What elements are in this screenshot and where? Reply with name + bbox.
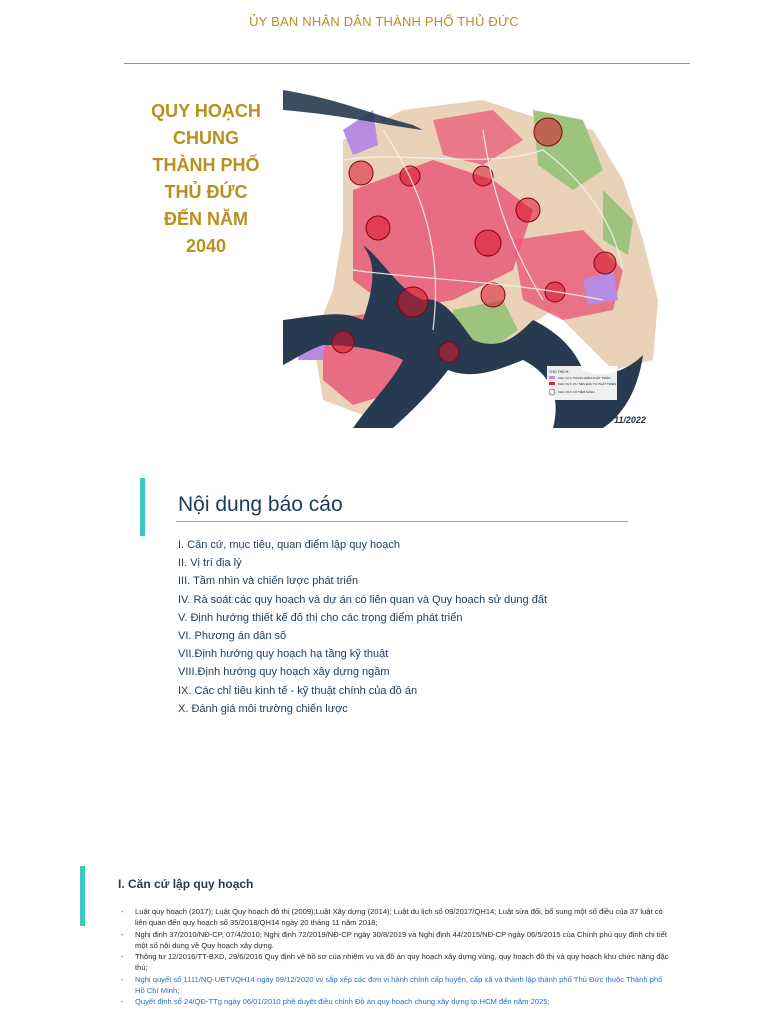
legal-ref-item: - Thông tư 12/2016/TT-BXD, 29/6/2016 Quy định về hồ sơ của nhiệm vụ và đồ án quy hoạch xây dựng vùng, quy hoạch đô thị và quy hoạch khu chức năng đặc thù; <box>121 951 673 973</box>
cover-title: QUY HOẠCH CHUNG THÀNH PHỐ THỦ ĐỨC ĐẾN NĂM 2040 <box>151 101 261 256</box>
legal-ref-link[interactable]: - Quyết định số 24/QĐ-TTg ngày 06/01/2010 phê duyệt điều chỉnh Đồ án quy hoạch chung xây dựng tp.HCM đến năm 2025; <box>121 996 673 1007</box>
toc-item[interactable]: IV. Rà soát các quy hoạch và dự án có liên quan và Quy hoạch sử dụng đất <box>178 593 548 606</box>
agency-header: ỦY BAN NHÂN DÂN THÀNH PHỐ THỦ ĐỨC <box>249 14 519 29</box>
toc-item[interactable]: VIII.Định hướng quy hoạch xây dựng ngầm <box>178 666 390 679</box>
map-key-area <box>534 118 562 146</box>
toc-divider <box>176 521 628 522</box>
toc-item[interactable]: I. Căn cứ, mục tiêu, quan điểm lập quy hoạch <box>178 539 400 551</box>
map-key-area <box>516 198 540 222</box>
toc-item[interactable]: II. Vị trí địa lý <box>178 557 242 570</box>
toc-item[interactable]: IX. Các chỉ tiêu kinh tế - kỹ thuật chính của đồ án <box>178 684 418 697</box>
map-key-area <box>398 287 428 317</box>
section-accent-bar <box>80 866 85 926</box>
legal-ref-link[interactable]: - Nghị quyết số 1111/NQ-UBTVQH14 ngày 09/12/2020 vv sắp xếp các đơn vị hành chính cấp huyện, cấp xã và thành lập thành phố Thủ Đức thuộc Thành phố Hồ Chí Minh; <box>121 974 673 996</box>
toc-item[interactable]: X. Đánh giá môi trường chiến lược <box>178 702 348 715</box>
map-key-area <box>475 230 501 256</box>
map-legend-label: KHU VỰC TRỌNG ĐIỂM PHÁT TRIỂN <box>558 376 611 380</box>
toc-title: Nội dung báo cáo <box>178 493 343 516</box>
toc-item[interactable]: V. Định hướng thiết kế đô thị cho các trọng điểm phát triển <box>178 611 463 624</box>
legal-basis-list <box>121 906 673 1008</box>
map-key-area <box>439 342 459 362</box>
toc-item[interactable]: III. Tầm nhìn và chiến lược phát triển <box>178 575 359 588</box>
map-key-area <box>349 161 373 185</box>
map-key-area <box>481 283 505 307</box>
toc-list <box>178 536 547 718</box>
toc-item[interactable]: VII.Định hướng quy hoạch hạ tầng kỹ thuật <box>178 648 389 661</box>
map-key-area <box>594 252 616 274</box>
toc-accent-bar <box>140 478 145 536</box>
map-key-area <box>332 331 354 353</box>
report-date: 11/2022 <box>614 415 646 425</box>
map-key-area <box>366 216 390 240</box>
legal-ref-item: - Luật quy hoạch (2017); Luật Quy hoạch đô thị (2009);Luật Xây dựng (2014); Luật du lịch số 09/2017/QH14; Luật sửa đổi, bổ sung một số điều của 37 luật có liên quan đến quy hoạch số 35/2018/QH14 ngày 20 tháng 11 năm 2018; <box>121 906 673 928</box>
section-title: I. Căn cứ lập quy hoạch <box>118 877 254 891</box>
planning-map <box>283 70 661 428</box>
map-legend-title: CHÚ THÍCH: <box>549 370 570 374</box>
legal-ref-item: - Nghị định 37/2010/NĐ-CP, 07/4/2010; Nghị định 72/2019/NĐ-CP ngày 30/8/2019 và Nghị định 44/2015/NĐ-CP ngày 06/5/2015 của Chính phủ quy định chi tiết một số nội dung về Quy hoạch xây dựng. <box>121 929 673 951</box>
map-legend-label: KHU VỰC ƯU TIÊN ĐẦU TƯ PHÁT TRIỂN <box>558 382 616 386</box>
toc-item[interactable]: VI. Phương án dân số <box>178 630 287 643</box>
header-divider <box>124 63 690 64</box>
map-legend <box>547 366 617 400</box>
map-legend-label: KHU VỰC CÓ TIỀM NĂNG <box>558 390 595 394</box>
